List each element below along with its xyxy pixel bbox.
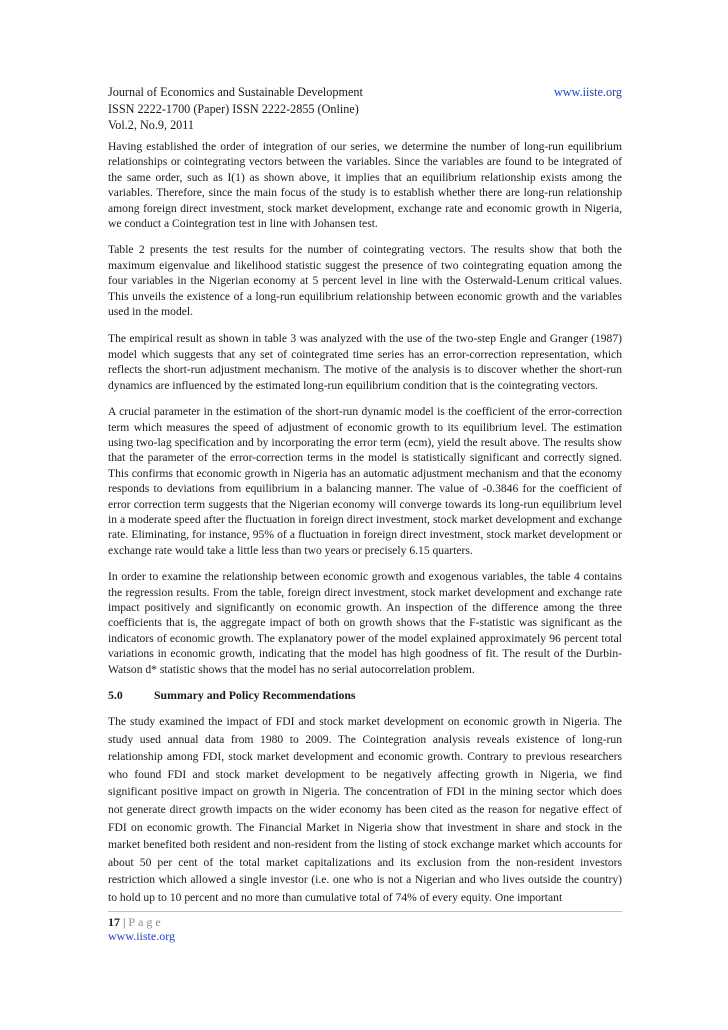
article-body bbox=[108, 139, 622, 907]
paragraph-table-4: In order to examine the relationship between economic growth and exogenous variables, the table 4 contains the regression results. From the table, foreign direct investment, stock market development and exchange rate impact positively and significantly on economic growth. An inspection of the difference among the three coefficients that is, the aggregate impact of both on growth shows that the F-statistic was significant as the indicators of economic growth. The explanatory power of the model explained approximately 96 percent total variations in economic growth, indicating that the model has high goodness of fit. The result of the Durbin-Watson d* statistic shows that the model has no serial autocorrelation problem. bbox=[108, 570, 622, 676]
issn-line: ISSN 2222-1700 (Paper) ISSN 2222-2855 (Online) bbox=[108, 101, 359, 116]
footer-url-link[interactable]: www.iiste.org bbox=[108, 929, 175, 943]
footer-divider bbox=[108, 911, 622, 912]
page-separator: | bbox=[123, 915, 126, 929]
page-footer bbox=[108, 915, 175, 943]
section-title: Summary and Policy Recommendations bbox=[154, 688, 356, 702]
journal-title: Journal of Economics and Sustainable Development bbox=[108, 85, 363, 99]
page-number: 17 bbox=[108, 915, 120, 929]
journal-header bbox=[108, 84, 622, 134]
section-heading bbox=[108, 688, 622, 703]
paragraph-error-correction: A crucial parameter in the estimation of the short-run dynamic model is the coefficient of the error-correction term which measures the speed of adjustment of economic growth to its equilibrium level. The estimation using two-lag specification and by incorporating the error term (ecm), yield the result above. The results show that the parameter of the error-correction terms in the model is statistically significant and correctly signed. This confirms that economic growth in Nigeria has an automatic adjustment mechanism and that the economy responds to deviations from equilibrium in a balancing manner. The value of -0.3846 for the coefficient of error correction term suggests that the Nigerian economy will converge towards its long-run equilibrium level in a moderate speed after the fluctuation in foreign direct investment, stock market development and exchange rate. Eliminating, for instance, 95% of a fluctuation in foreign direct investment, stock market development or exchange rate would take a little less than two years or precisely 6.15 quarters. bbox=[108, 405, 622, 557]
volume-line: Vol.2, No.9, 2011 bbox=[108, 118, 194, 132]
page-label: Page bbox=[128, 915, 164, 929]
section-number: 5.0 bbox=[108, 688, 123, 702]
header-url-link[interactable]: www.iiste.org bbox=[553, 85, 622, 99]
paragraph-summary: The study examined the impact of FDI and stock market development on economic growth in Nigeria. The study used annual data from 1980 to 2009. The Cointegration analysis reveals existence of long-run relationship among FDI, stock market development and economic growth. Contrary to previous researchers who found FDI and stock market development to be negatively affecting growth in Nigeria, we find significant positive impact on growth in Nigeria. The concentration of FDI in the mining sector which does not generate direct growth impacts on the wider economy has been cited as the reason for negative effect of FDI on economic growth. The Financial Market in Nigeria show that investment in share and stock in the market benefited both resident and non-resident from the listing of stock exchange market which accounts for about 50 per cent of the total market capitalizations and its exclusion from the non-resident investors restriction which allowed a single investor (i.e. one who is not a Nigerian and who lives outside the country) to hold up to 10 percent and no more than cumulative total of 74% of every equity. One important bbox=[108, 715, 622, 904]
paragraph-table-2: Table 2 presents the test results for the number of cointegrating vectors. The results show that both the maximum eigenvalue and likelihood statistic suggest the presence of two cointegrating equation among the four variables in the Nigerian economy at 5 percent level in line with the Osterwald-Lenum critical values. This unveils the existence of a long-run equilibrium relationship between economic growth and the variables used in the model. bbox=[108, 243, 622, 319]
paragraph-table-3: The empirical result as shown in table 3 was analyzed with the use of the two-step Engle and Granger (1987) model which suggests that any set of cointegrated time series has an error-correction representation, which reflects the short-run adjustment mechanism. The motive of the analysis is to discover whether the short-run dynamics are influenced by the estimated long-run equilibrium condition that is the cointegrating vectors. bbox=[108, 332, 622, 392]
paragraph-cointegration-intro: Having established the order of integration of our series, we determine the number of long-run equilibrium relationships or cointegrating vectors between the variables. Since the variables are found to be integrated of the same order, such as I(1) as shown above, it implies that an equilibrium relationship exists among the variables. Therefore, since the main focus of the study is to establish whether there are long-run relationship among foreign direct investment, stock market development, exchange rate and economic growth in Nigeria, we conduct a Cointegration test in line with Johansen test. bbox=[108, 140, 622, 231]
